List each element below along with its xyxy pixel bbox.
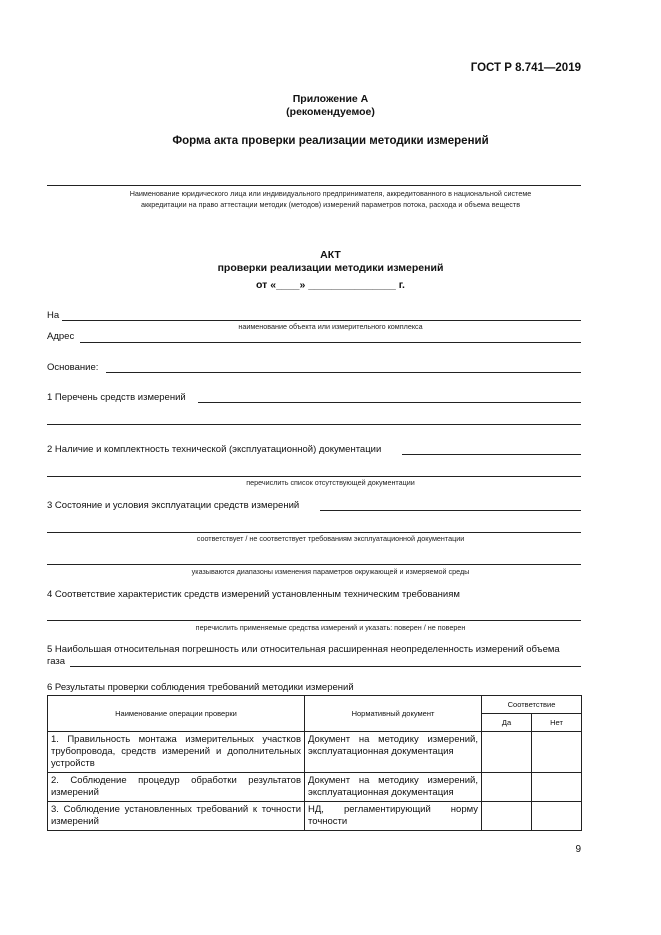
item3-line2 <box>47 532 581 533</box>
item1-label: 1 Перечень средств измерений <box>47 392 186 403</box>
page-number: 9 <box>575 844 581 855</box>
row2-yes <box>482 773 532 802</box>
item2-note: перечислить список отсутствующей документации <box>246 478 415 487</box>
field-na-note: наименование объекта или измерительного комплекса <box>238 322 423 331</box>
row3-document: НД, регламентирующий норму точности <box>305 802 482 831</box>
item2-line <box>402 454 581 455</box>
row1-yes <box>482 732 532 773</box>
field-address-label: Адрес <box>47 331 75 342</box>
appendix-subtitle: (рекомендуемое) <box>286 106 375 118</box>
row1-no <box>532 732 582 773</box>
header-compliance: Соответствие <box>482 696 582 714</box>
item3-line <box>320 510 581 511</box>
field-na-label: На <box>47 310 60 321</box>
org-note-line1: Наименование юридического лица или индивидуального предпринимателя, аккредитованного в национальной системе <box>129 189 532 198</box>
item3-label: 3 Состояние и условия эксплуатации средств измерений <box>47 500 300 511</box>
header-yes: Да <box>482 714 532 732</box>
item5-line <box>70 666 581 667</box>
item2-label: 2 Наличие и комплектность технической (эксплуатационной) документации <box>47 444 382 455</box>
item4-line <box>47 620 581 621</box>
row2-no <box>532 773 582 802</box>
item5-label-line2: газа <box>47 656 66 667</box>
table-row <box>48 732 582 773</box>
results-table <box>47 695 582 831</box>
item5-label-line1: 5 Наибольшая относительная погрешность или относительная расширенная неопределенность измерений объема <box>47 644 560 655</box>
row1-document: Документ на методику измерений, эксплуатационная документация <box>305 732 482 773</box>
standard-number: ГОСТ Р 8.741—2019 <box>470 62 581 74</box>
item4-note: перечислить применяемые средства измерений и указать: поверен / не поверен <box>195 623 466 632</box>
header-operation: Наименование операции проверки <box>48 696 305 732</box>
appendix-title: Приложение А <box>292 93 369 105</box>
row3-operation: 3. Соблюдение установленных требований к точности измерений <box>48 802 305 831</box>
row2-operation: 2. Соблюдение процедур обработки результатов измерений <box>48 773 305 802</box>
item3-note1: соответствует / не соответствует требованиям эксплуатационной документации <box>196 534 465 543</box>
header-no: Нет <box>532 714 582 732</box>
item1-extra-line <box>47 424 581 425</box>
org-name-line <box>47 185 581 186</box>
item1-line <box>198 402 581 403</box>
item3-line3 <box>47 564 581 565</box>
table-row <box>48 802 582 831</box>
row2-document: Документ на методику измерений, эксплуатационная документация <box>305 773 482 802</box>
item4-label: 4 Соответствие характеристик средств измерений установленным техническим требованиям <box>47 589 460 600</box>
field-basis-line <box>106 372 581 373</box>
row3-yes <box>482 802 532 831</box>
act-title: АКТ <box>320 249 341 261</box>
table-row <box>48 773 582 802</box>
item2-extra-line <box>47 476 581 477</box>
header-document: Нормативный документ <box>305 696 482 732</box>
item6-label: 6 Результаты проверки соблюдения требований методики измерений <box>47 682 354 693</box>
form-title: Форма акта проверки реализации методики измерений <box>172 135 489 147</box>
field-address-line <box>80 342 581 343</box>
act-subtitle: проверки реализации методики измерений <box>217 262 444 274</box>
row3-no <box>532 802 582 831</box>
row1-operation: 1. Правильность монтажа измерительных участков трубопровода, средств измерений и дополнительных устройств <box>48 732 305 773</box>
org-note-line2: аккредитации на право аттестации методик (методов) измерений параметров потока, расхода и объема веществ <box>140 200 521 209</box>
item3-note2: указываются диапазоны изменения параметров окружающей и измеряемой среды <box>191 567 470 576</box>
act-date: от «____» _______________ г. <box>256 279 405 291</box>
field-na-line <box>62 320 581 321</box>
field-basis-label: Основание: <box>47 362 99 373</box>
